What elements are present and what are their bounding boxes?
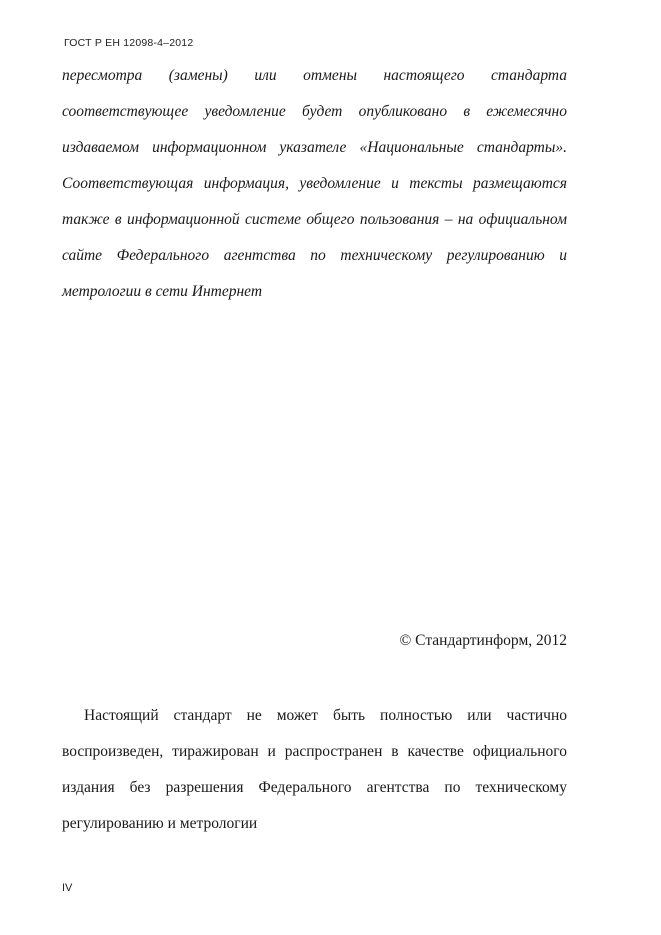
- notice-line: метрологии в сети Интернет: [62, 283, 263, 300]
- disclaimer-line: издания без разрешения Федерального агентства по техническому: [62, 779, 567, 796]
- page-number: IV: [62, 882, 73, 894]
- reproduction-disclaimer: [62, 698, 567, 842]
- disclaimer-line: Настоящий стандарт не может быть полностью или частично: [84, 707, 567, 724]
- notice-line: пересмотра (замены) или отмены настоящего стандарта: [62, 67, 567, 84]
- notice-line: также в информационной системе общего пользования – на официальном: [62, 211, 567, 228]
- notice-line: издаваемом информационном указателе «Национальные стандарты».: [62, 139, 567, 156]
- publication-notice: [62, 58, 567, 310]
- notice-line: Соответствующая информация, уведомление и тексты размещаются: [62, 175, 567, 192]
- notice-line: соответствующее уведомление будет опубликовано в ежемесячно: [62, 103, 567, 120]
- disclaimer-line: воспроизведен, тиражирован и распространен в качестве официального: [62, 743, 567, 760]
- notice-line: сайте Федерального агентства по техническому регулированию и: [62, 247, 567, 264]
- document-header: ГОСТ Р ЕН 12098-4–2012: [64, 37, 194, 49]
- copyright-notice: © Стандартинформ, 2012: [399, 632, 567, 649]
- disclaimer-line: регулированию и метрологии: [62, 815, 258, 832]
